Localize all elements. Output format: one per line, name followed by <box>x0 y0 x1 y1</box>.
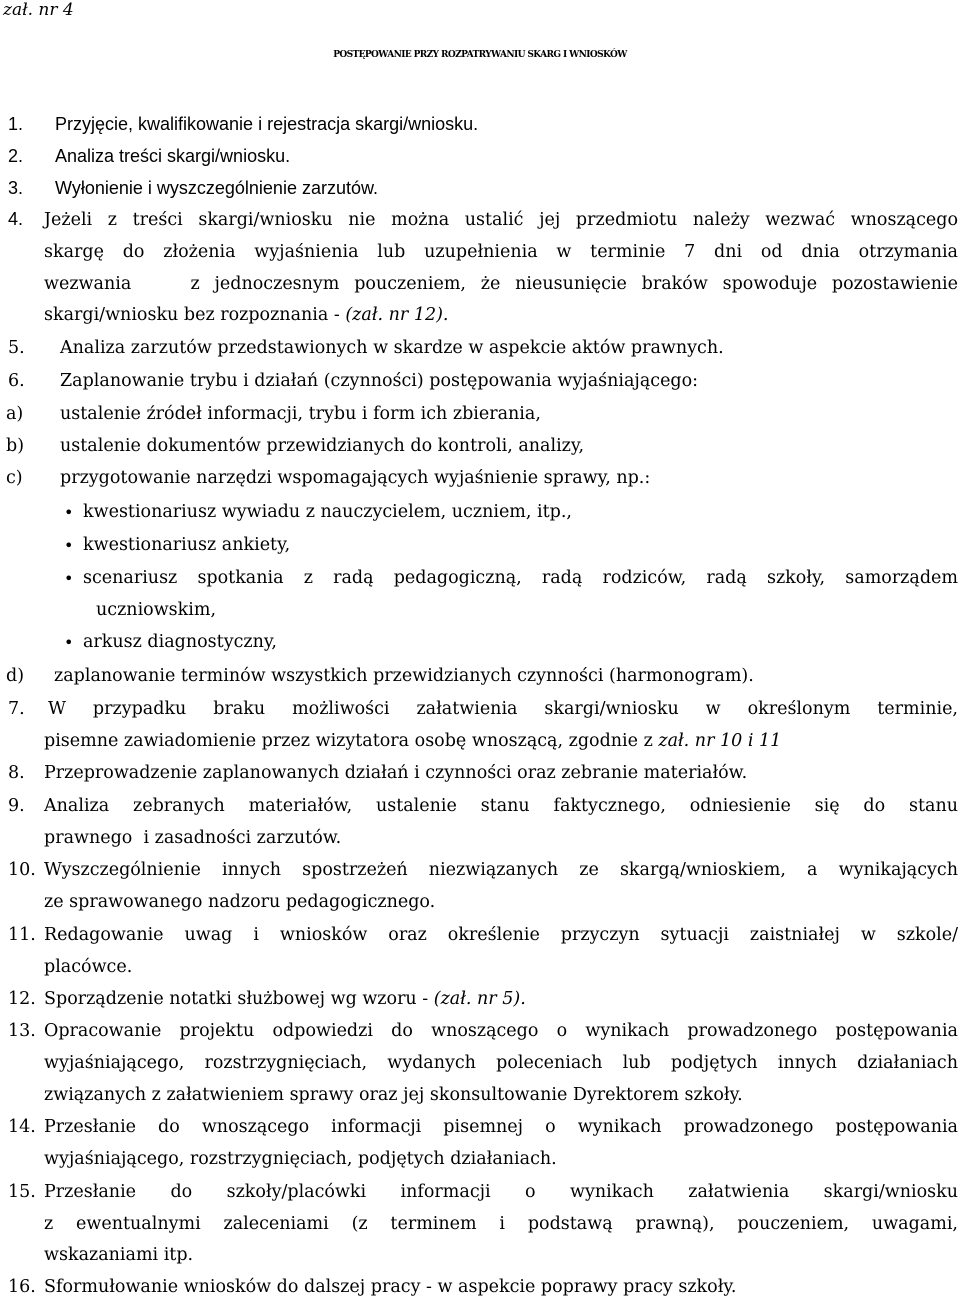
item-11-number: 11. <box>8 925 36 945</box>
item-4-line-3-text: wezwania z jednoczesnym pouczeniem, że nieusunięcie braków spowoduje pozostawienie <box>44 274 958 294</box>
item-12-number: 12. <box>8 989 36 1009</box>
bullet-icon: • <box>64 633 74 652</box>
item-6a-text: ustalenie źródeł informacji, trybu i form ich zbierania, <box>60 404 541 424</box>
item-3-text: Wyłonienie i wyszczególnienie zarzutów. <box>55 178 378 198</box>
item-7-attachment-ref: zał. nr 10 i 11 <box>658 731 782 751</box>
item-15-line-2-text: z ewentualnymi zaleceniami (z terminem i podstawą prawną), pouczeniem, uwagami, <box>44 1214 958 1234</box>
item-5-text: Analiza zarzutów przedstawionych w skardze w aspekcie aktów prawnych. <box>60 338 724 358</box>
attachment-note: zał. nr 4 <box>3 0 74 20</box>
item-7-number: 7. <box>8 699 25 719</box>
item-13-line-1-text: Opracowanie projektu odpowiedzi do wnoszącego o wynikach prowadzonego postępowania <box>44 1021 958 1041</box>
item-4-line-4 <box>44 305 449 325</box>
bullet-item-1: kwestionariusz wywiadu z nauczycielem, uczniem, itp., <box>83 502 572 522</box>
item-6c-text: przygotowanie narzędzi wspomagających wyjaśnienie sprawy, np.: <box>60 468 651 488</box>
item-1-number: 1. <box>8 114 24 134</box>
item-7-line-1-text: W przypadku braku możliwości załatwienia skargi/wniosku w określonym terminie, <box>48 699 958 719</box>
bullet-item-3 <box>83 568 958 588</box>
item-9-number: 9. <box>8 796 25 816</box>
item-15-number: 15. <box>8 1182 36 1202</box>
item-15-line-2 <box>44 1214 958 1234</box>
item-1-text: Przyjęcie, kwalifikowanie i rejestracja skargi/wniosku. <box>55 114 479 134</box>
item-4-line-2 <box>44 242 958 262</box>
item-11-line-2: placówce. <box>44 957 133 977</box>
item-8-number: 8. <box>8 763 25 783</box>
item-6c-letter: c) <box>6 468 23 488</box>
item-12-text: Sporządzenie notatki służbowej wg wzoru - <box>44 989 434 1009</box>
item-9-line-1-text: Analiza zebranych materiałów, ustalenie stanu faktycznego, odniesienie się do stanu <box>44 796 958 816</box>
bullet-icon: • <box>64 569 74 588</box>
bullet-item-3-continuation: uczniowskim, <box>96 600 217 620</box>
item-9-line-2: prawnego i zasadności zarzutów. <box>44 828 342 848</box>
item-6a-letter: a) <box>6 404 24 424</box>
item-4-line-1 <box>44 210 958 230</box>
item-4-line-3 <box>44 274 958 294</box>
item-7-line-2-text: pisemne zawiadomienie przez wizytatora osobę wnoszącą, zgodnie z <box>44 731 659 751</box>
item-15-line-3: wskazaniami itp. <box>44 1245 194 1265</box>
item-6d-letter: d) <box>6 666 25 686</box>
item-4-attachment-ref: (zał. nr 12). <box>345 305 449 325</box>
item-10-line-1 <box>44 860 958 880</box>
item-6-number: 6. <box>8 371 25 391</box>
item-10-line-2: ze sprawowanego nadzoru pedagogicznego. <box>44 892 436 912</box>
item-3-number: 3. <box>8 178 24 198</box>
item-13-line-3: związanych z załatwieniem sprawy oraz jej skonsultowanie Dyrektorem szkoły. <box>44 1085 743 1105</box>
item-14-line-2: wyjaśniającego, rozstrzygnięciach, podjętych działaniach. <box>44 1149 557 1169</box>
item-6d-text: zaplanowanie terminów wszystkich przewidzianych czynności (harmonogram). <box>54 666 754 686</box>
bullet-item-3-text: scenariusz spotkania z radą pedagogiczną, radą rodziców, radą szkoły, samorządem <box>83 568 958 588</box>
item-13-line-2 <box>44 1053 958 1073</box>
item-2-text: Analiza treści skargi/wniosku. <box>55 146 291 166</box>
item-16-text: Sformułowanie wniosków do dalszej pracy - w aspekcie poprawy pracy szkoły. <box>44 1277 737 1297</box>
item-6b-letter: b) <box>6 436 25 456</box>
bullet-item-4: arkusz diagnostyczny, <box>83 632 277 652</box>
item-13-number: 13. <box>8 1021 36 1041</box>
item-2-number: 2. <box>8 146 24 166</box>
item-14-line-1-text: Przesłanie do wnoszącego informacji pisemnej o wynikach prowadzonego postępowania <box>44 1117 958 1137</box>
item-13-line-1 <box>44 1021 958 1041</box>
item-7-line-1 <box>48 699 958 719</box>
item-12-line-1 <box>44 989 526 1009</box>
item-8-text: Przeprowadzenie zaplanowanych działań i czynności oraz zebranie materiałów. <box>44 763 748 783</box>
item-4-line-2-text: skargę do złożenia wyjaśnienia lub uzupełnienia w terminie 7 dni od dnia otrzymania <box>44 242 958 262</box>
bullet-item-2: kwestionariusz ankiety, <box>83 535 291 555</box>
bullet-icon: • <box>64 503 74 522</box>
item-5-number: 5. <box>8 338 25 358</box>
item-14-number: 14. <box>8 1117 36 1137</box>
item-14-line-1 <box>44 1117 958 1137</box>
item-15-line-1 <box>44 1182 958 1202</box>
item-9-line-1 <box>44 796 958 816</box>
item-11-line-1 <box>44 925 958 945</box>
item-12-attachment-ref: (zał. nr 5). <box>433 989 526 1009</box>
item-4-line-4-text: skargi/wniosku bez rozpoznania - <box>44 305 346 325</box>
item-10-number: 10. <box>8 860 36 880</box>
item-4-number: 4. <box>8 209 24 229</box>
bullet-icon: • <box>64 536 74 555</box>
item-6b-text: ustalenie dokumentów przewidzianych do kontroli, analizy, <box>60 436 585 456</box>
item-11-line-1-text: Redagowanie uwag i wniosków oraz określenie przyczyn sytuacji zaistniałej w szkole/ <box>44 925 958 945</box>
item-7-line-2 <box>44 731 781 751</box>
item-6-text: Zaplanowanie trybu i działań (czynności) postępowania wyjaśniającego: <box>60 371 699 391</box>
item-13-line-2-text: wyjaśniającego, rozstrzygnięciach, wydanych poleceniach lub podjętych innych działaniach <box>44 1053 958 1073</box>
document-title: POSTĘPOWANIE PRZY ROZPATRYWANIU SKARG I WNIOSKÓW <box>333 50 627 60</box>
item-10-line-1-text: Wyszczególnienie innych spostrzeżeń niezwiązanych ze skargą/wnioskiem, a wynikających <box>44 860 958 880</box>
item-16-number: 16. <box>8 1277 36 1297</box>
item-15-line-1-text: Przesłanie do szkoły/placówki informacji o wynikach załatwienia skargi/wniosku <box>44 1182 958 1202</box>
item-4-line-1-text: Jeżeli z treści skargi/wniosku nie można ustalić jej przedmiotu należy wezwać wnoszącego <box>44 210 958 230</box>
